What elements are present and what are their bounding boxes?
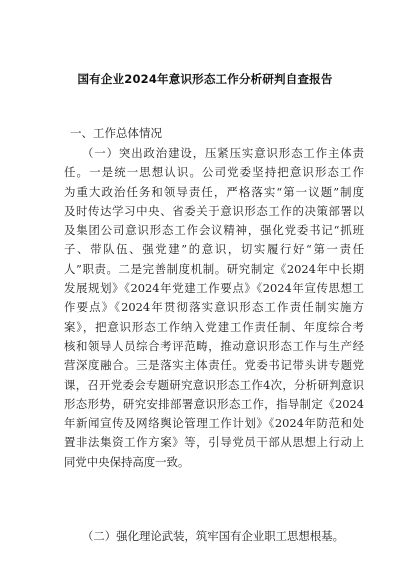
paragraph-line: 案》，把意识形态工作纳入党建工作责任制、年度综合考 [64, 319, 364, 334]
paragraph-line: 形态形势，研究安排部署意识形态工作，指导制定《2024 [64, 396, 364, 411]
document-title: 国有企业2024年意识形态工作分析研判自查报告 [77, 72, 333, 86]
paragraph-line: 任。一是统一思想认识。公司党委坚持把意识形态工作 [64, 165, 364, 180]
subsection-heading: （二）强化理论武装，筑牢国有企业职工思想根基。 [82, 529, 344, 543]
section-heading: 一、工作总体情况 [70, 126, 162, 140]
paragraph-line: 年新闻宣传及网络舆论管理工作计划》《2024年防范和处 [64, 416, 364, 431]
paragraph-line: 课，召开党委会专题研究意识形态工作4次，分析研判意识 [64, 377, 364, 392]
paragraph-line: 及时传达学习中央、省委关于意识形态工作的决策部署以 [64, 203, 364, 218]
paragraph-line: 为重大政治任务和领导责任，严格落实“第一议题”制度 [64, 184, 364, 199]
paragraph-line: 作要点》《2024年贯彻落实意识形态工作责任制实施方 [64, 300, 364, 315]
paragraph-line: 营深度融合。三是落实主体责任。党委书记带头讲专题党 [64, 358, 364, 373]
paragraph-body [64, 144, 364, 472]
paragraph-line: 核和领导人员综合考评范畴，推动意识形态工作与生产经 [64, 338, 364, 353]
paragraph-line: 同党中央保持高度一致。 [64, 454, 190, 469]
paragraph-line: 发展规划》《2024年党建工作要点》《2024年宣传思想工 [64, 281, 364, 296]
paragraph-line: （一）突出政治建设，压紧压实意识形态工作主体责 [82, 146, 364, 160]
paragraph-line: 置非法集资工作方案》等，引导党员干部从思想上行动上 [64, 435, 364, 450]
paragraph-line: 及集团公司意识形态工作会议精神，强化党委书记“抓班 [64, 223, 364, 238]
paragraph-line: 人”职责。二是完善制度机制。研究制定《2024年中长期 [64, 261, 364, 276]
paragraph-line: 子、带队伍、强党建”的意识，切实履行好“第一责任 [64, 242, 364, 257]
